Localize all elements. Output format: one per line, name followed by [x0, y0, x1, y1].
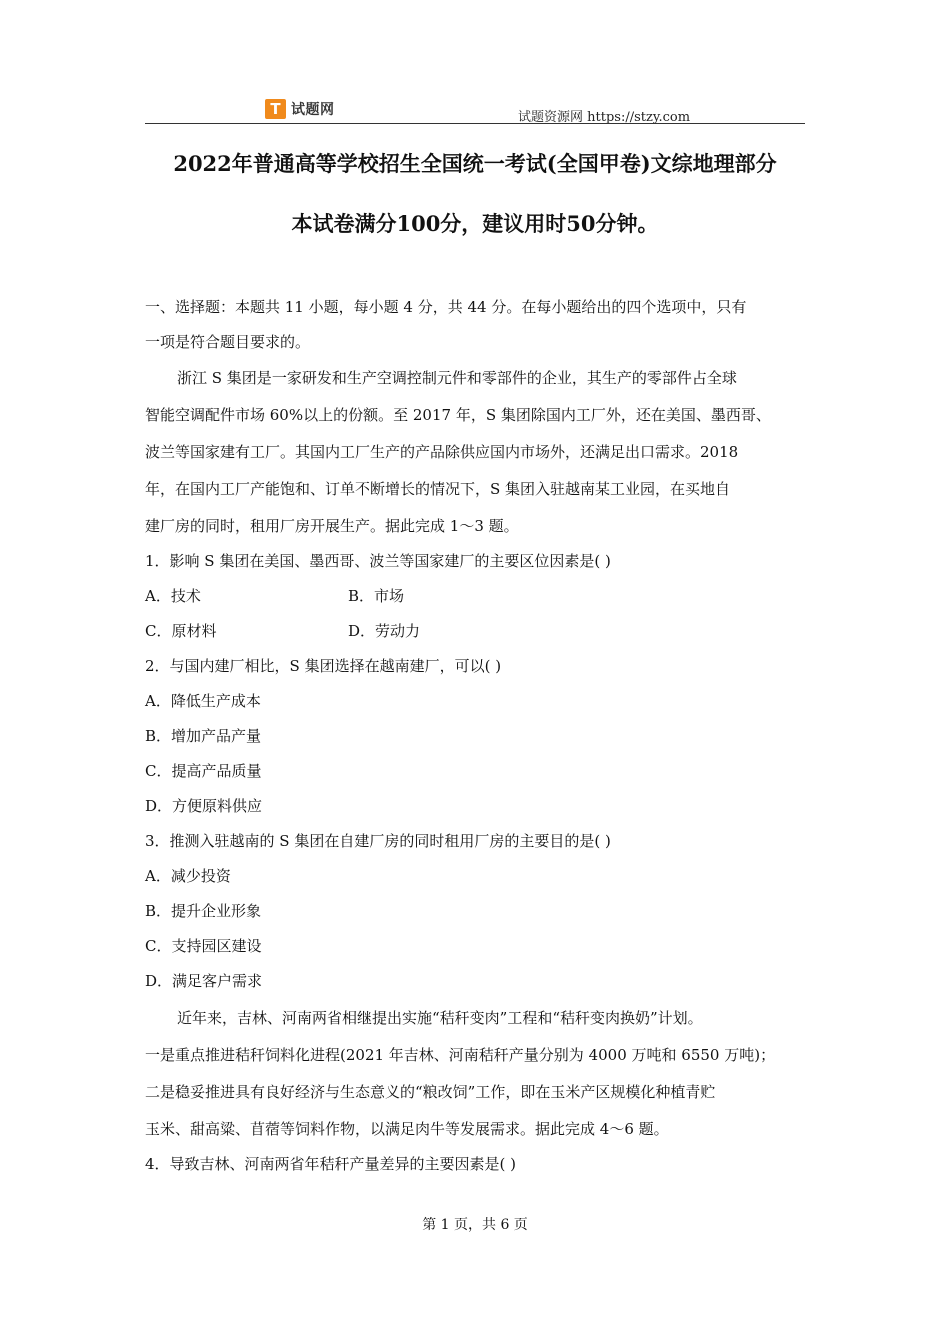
option-d: D．满足客户需求 [145, 972, 263, 990]
question-stem: 2．与国内建厂相比，S 集团选择在越南建厂，可以( ) [145, 657, 502, 675]
option-a: A．技术 [145, 587, 201, 605]
option-a: A．减少投资 [145, 867, 231, 885]
site-logo [265, 99, 335, 119]
option-c: C．提高产品质量 [145, 762, 262, 780]
option-c: C．原材料 [145, 622, 217, 640]
page-subtitle: 本试卷满分100分，建议用时50分钟。 [291, 211, 659, 236]
header-divider [145, 123, 805, 124]
question-stem: 4．导致吉林、河南两省年秸秆产量差异的主要因素是( ) [145, 1155, 517, 1173]
option-c: C．支持园区建设 [145, 937, 262, 955]
passage-line: 玉米、甜高粱、苜蓿等饲料作物，以满足肉牛等发展需求。据此完成 4～6 题。 [145, 1120, 669, 1138]
passage-line: 智能空调配件市场 60%以上的份额。至 2017 年，S 集团除国内工厂外，还在美国、墨西哥、 [145, 406, 771, 424]
passage-line: 二是稳妥推进具有良好经济与生态意义的“粮改饲”工作，即在玉米产区规模化种植青贮 [145, 1083, 716, 1101]
option-d: D．劳动力 [348, 622, 421, 640]
section-intro-line: 一、选择题：本题共 11 小题，每小题 4 分，共 44 分。在每小题给出的四个选项中，只有 [145, 298, 747, 316]
option-b: B．提升企业形象 [145, 902, 262, 920]
question-stem: 1．影响 S 集团在美国、墨西哥、波兰等国家建厂的主要区位因素是( ) [145, 552, 611, 570]
page-title: 2022年普通高等学校招生全国统一考试(全国甲卷)文综地理部分 [173, 151, 777, 176]
option-d: D．方便原料供应 [145, 797, 263, 815]
logo-icon: T [265, 99, 286, 119]
option-b: B．市场 [348, 587, 405, 605]
passage-line: 波兰等国家建有工厂。其国内工厂生产的产品除供应国内市场外，还满足出口需求。2018 [145, 443, 739, 461]
question-stem: 3．推测入驻越南的 S 集团在自建厂房的同时租用厂房的主要目的是( ) [145, 832, 611, 850]
passage-line: 浙江 S 集团是一家研发和生产空调控制元件和零部件的企业，其生产的零部件占全球 [177, 369, 737, 387]
section-intro-line: 一项是符合题目要求的。 [145, 333, 311, 351]
passage-line: 一是重点推进秸秆饲料化进程(2021 年吉林、河南秸秆产量分别为 4000 万吨和 6550 万吨)； [145, 1046, 776, 1064]
passage-line: 年，在国内工厂产能饱和、订单不断增长的情况下，S 集团入驻越南某工业园，在买地自 [145, 480, 731, 498]
logo-text: 试题网 [291, 102, 335, 118]
option-b: B．增加产品产量 [145, 727, 262, 745]
passage-line: 近年来，吉林、河南两省相继提出实施“秸秆变肉”工程和“秸秆变肉换奶”计划。 [177, 1009, 703, 1027]
passage-line: 建厂房的同时，租用厂房开展生产。据此完成 1～3 题。 [145, 517, 519, 535]
page-footer: 第 1 页，共 6 页 [422, 1217, 528, 1233]
header-site: 试题资源网 https://stzy.com [518, 110, 691, 125]
option-a: A．降低生产成本 [145, 692, 261, 710]
